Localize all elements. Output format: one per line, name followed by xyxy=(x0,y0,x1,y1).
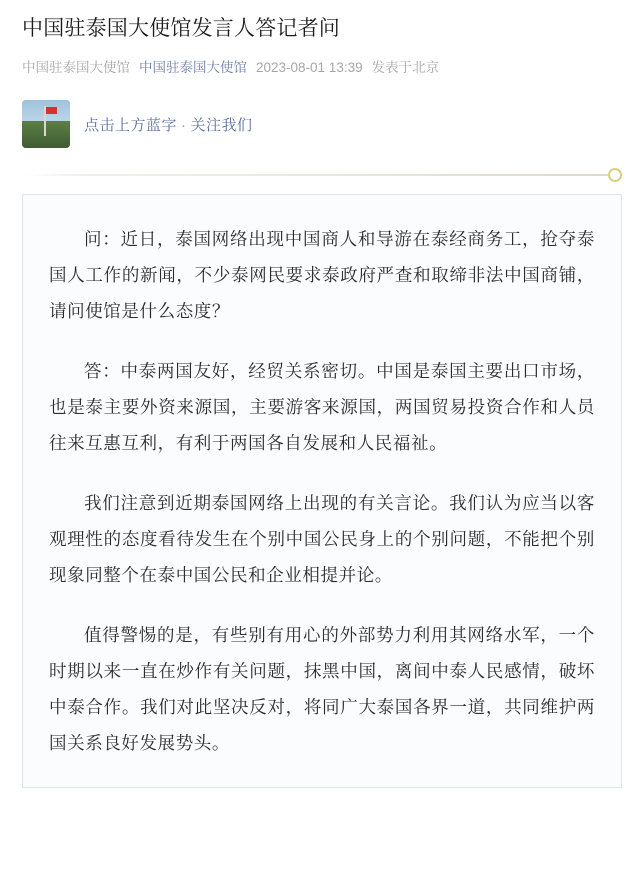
body-paragraph: 我们注意到近期泰国网络上出现的有关言论。我们认为应当以客观理性的态度看待发生在个别中国公民身上的个别问题，不能把个别现象同整个在泰中国公民和企业相提并论。 xyxy=(49,493,595,585)
account-card[interactable] xyxy=(22,100,622,148)
meta-account-link[interactable]: 中国驻泰国大使馆 xyxy=(139,60,247,75)
meta-location: 发表于北京 xyxy=(371,60,440,75)
avatar[interactable] xyxy=(22,100,70,148)
follow-suffix-label: 关注我们 xyxy=(190,116,253,134)
follow-separator: · xyxy=(181,116,187,134)
section-divider xyxy=(22,166,622,184)
divider-line xyxy=(22,174,622,176)
meta-source: 中国驻泰国大使馆 xyxy=(22,60,130,75)
body-paragraph: 问：近日，泰国网络出现中国商人和导游在泰经商务工，抢夺泰国人工作的新闻，不少泰网民要求泰政府严查和取缔非法中国商铺，请问使馆是什么态度？ xyxy=(49,229,595,321)
article-meta xyxy=(22,58,622,78)
divider-knob-icon xyxy=(608,168,622,182)
follow-prompt[interactable] xyxy=(84,114,253,135)
flag-icon xyxy=(46,107,57,114)
follow-prefix-label: 点击上方蓝字 xyxy=(84,116,178,134)
article-body xyxy=(22,194,622,788)
meta-datetime: 2023-08-01 13:39 xyxy=(256,60,363,75)
body-paragraph: 值得警惕的是，有些别有用心的外部势力利用其网络水军，一个时期以来一直在炒作有关问题，抹黑中国，离间中泰人民感情，破坏中泰合作。我们对此坚决反对，将同广大泰国各界一道，共同维护两国关系良好发展势头。 xyxy=(49,625,595,753)
body-paragraph: 答：中泰两国友好，经贸关系密切。中国是泰国主要出口市场，也是泰主要外资来源国，主要游客来源国，两国贸易投资合作和人员往来互惠互利，有利于两国各自发展和人民福祉。 xyxy=(49,361,595,453)
page-title: 中国驻泰国大使馆发言人答记者问 xyxy=(22,17,340,40)
avatar-ground-icon xyxy=(22,121,70,148)
